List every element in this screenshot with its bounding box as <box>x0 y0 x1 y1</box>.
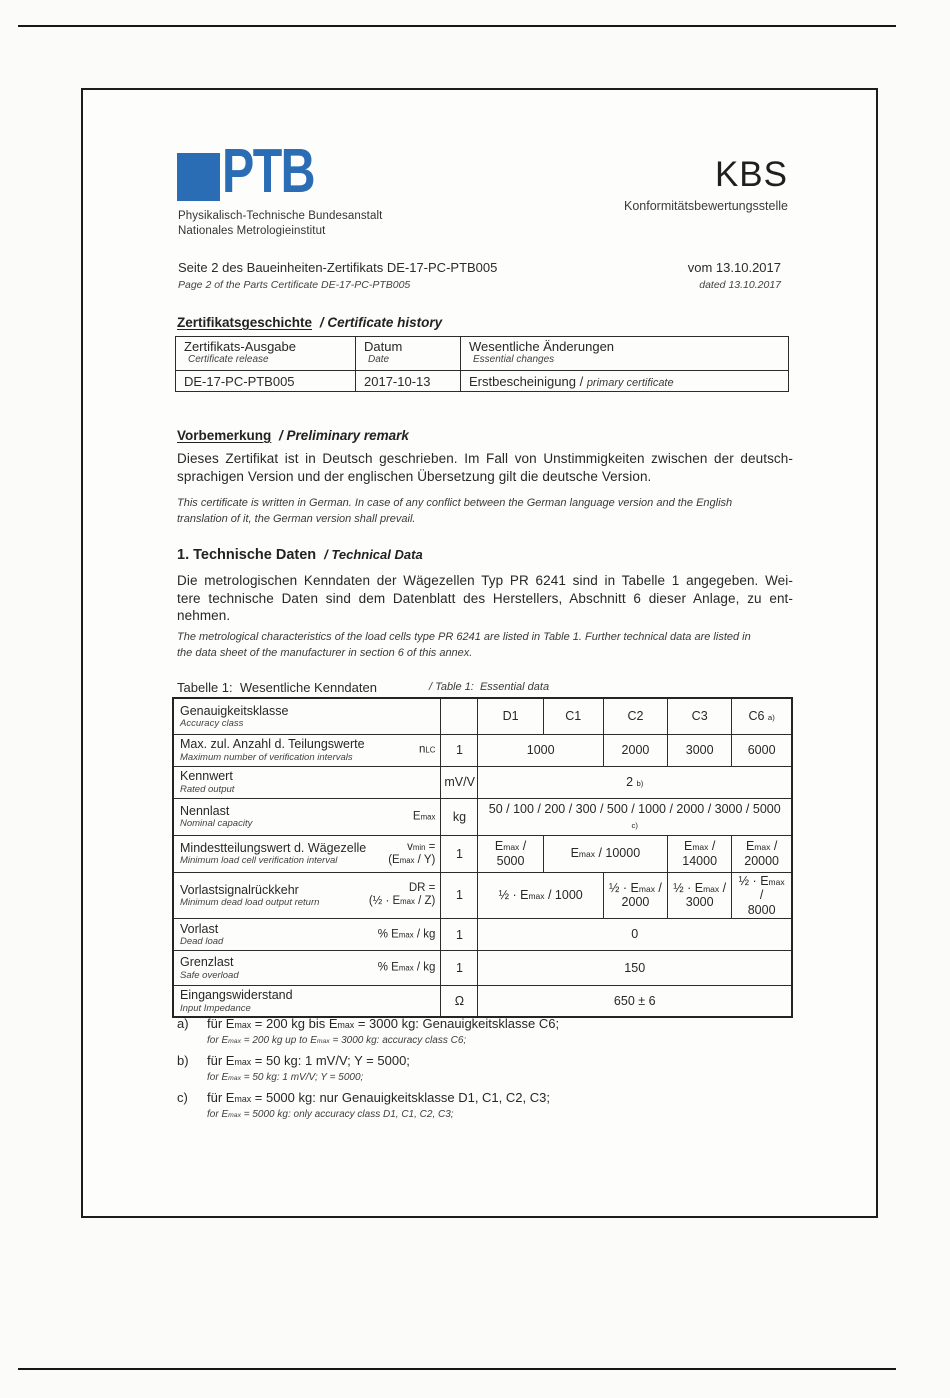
document-page-border <box>81 88 878 1218</box>
preliminary-heading-en: / Preliminary remark <box>279 428 409 443</box>
preliminary-paragraph-en: This certificate is written in German. In case of any conflict between the German language version and the English translation of it, the German version shall prevail. <box>177 497 733 525</box>
technical-heading-de: 1. Technische Daten <box>177 547 317 563</box>
table1-class-c1: C1 <box>543 698 603 734</box>
table1-row-input-impedance: Eingangswiderstand Input Impedance Ω 650 ± 6 <box>173 986 792 1017</box>
table1-label-safe-overload: Grenzlast Safe overload % $E_{max}$ / kg <box>173 951 441 986</box>
table1-row-dead-load: Vorlast Dead load % $E_{max}$ / kg 1 0 <box>173 919 792 951</box>
table1-row-nominal-capacity: Nennlast Nominal capacity $E_{max}$ kg 50 / 100 / 200 / 300 / 500 / 1000 / 2000 / 3000 / 5000 $^{c)}$ <box>173 798 792 835</box>
technical-paragraph-en: The metrological characteristics of the load cells type PR 6241 are listed in Table 1. Further technical data are listed in the data sheet of the manufacturer in section 6 of this annex. <box>177 631 751 659</box>
preliminary-heading <box>177 428 409 443</box>
symbol-percent-emax-kg2: % $E_{max}$ / kg <box>377 961 436 974</box>
footnote-a: a) für $E_{max} = 200$ kg bis $E_{max} = 3000$ kg: Genauigkeitsklasse C6; for $E_{max} = 200$ kg up to $E_{max} = 3000$ kg: accuracy class C6; <box>177 1016 560 1046</box>
top-rule <box>18 25 896 27</box>
table1-class-c3: C3 <box>668 698 732 734</box>
history-cell-date: 2017-10-13 <box>356 371 461 392</box>
table1-class-c2: C2 <box>603 698 667 734</box>
history-cell-change: Erstbescheinigung / primary certificate <box>461 371 789 392</box>
technical-heading-en: / Technical Data <box>324 547 423 562</box>
history-header-row <box>176 337 789 371</box>
footnote-b: b) für $E_{max} = 50$ kg: 1 mV/V; Y = 5000; for $E_{max} = 50$ kg: 1 mV/V; Y = 5000; <box>177 1053 410 1083</box>
table1-caption-en: / Table 1: Essential data <box>429 681 550 693</box>
history-header-date: Datum Date <box>356 337 461 371</box>
kbs-title: KBS <box>714 155 788 194</box>
history-cell-release: DE-17-PC-PTB005 <box>176 371 356 392</box>
table1-label-nlc: Max. zul. Anzahl d. Teilungswerte Maximum number of verification intervals $n_{LC}$ <box>173 734 441 766</box>
table1-label-accuracy: Genauigkeitsklasse Accuracy class <box>173 698 441 734</box>
technical-paragraph-de: Die metrologischen Kenndaten der Wägezellen Typ PR 6241 sind in Tabelle 1 angegeben. Wei- tere technische Daten sind dem Datenblatt des Herstellers, Abschnitt 6 dieser Anlage, zu ent- nehmen. <box>177 573 793 623</box>
symbol-percent-emax-kg: % $E_{max}$ / kg <box>377 928 436 940</box>
history-heading <box>177 315 442 330</box>
symbol-emax: $E_{max}$ <box>412 810 436 822</box>
symbol-vmin: $v_{min}$ = $(E_{max} / Y)$ <box>388 840 436 866</box>
ptb-logo-wordmark: PTB <box>222 137 315 206</box>
page-reference-de: Seite 2 des Baueinheiten-Zertifikats DE-17-PC-PTB005 <box>178 260 498 275</box>
table1-label-dead-load: Vorlast Dead load % $E_{max}$ / kg <box>173 919 441 951</box>
table1-row-accuracy-class <box>173 698 792 734</box>
symbol-nlc: $n_{LC}$ <box>418 743 436 756</box>
date-block <box>603 260 781 291</box>
table1-unit-accuracy <box>441 698 478 734</box>
table1-row-dead-load-output-return: Vorlastsignalrückkehr Minimum dead load output return DR = (½ · $E_{max} / Z$) 1 ½ · $E_{max} / 1000$ ½ · $E_{max}$ / 2000 ½ · $E_{max}$ / 3000 ½ · $E_{max}$ / 8000 <box>173 872 792 919</box>
table1-label-input-impedance: Eingangswiderstand Input Impedance <box>173 986 441 1017</box>
org-name-line1: Physikalisch-Technische Bundesanstalt <box>178 210 383 222</box>
technical-heading <box>177 547 423 563</box>
table1-label-rated-output: Kennwert Rated output <box>173 766 441 798</box>
footnote-c: c) für $E_{max} = 5000$ kg: nur Genauigkeitsklasse D1, C1, C2, C3; for $E_{max} = 5000$ kg: only accuracy class D1, C1, C2, C3; <box>177 1090 550 1120</box>
table1-row-nlc: Max. zul. Anzahl d. Teilungswerte Maximum number of verification intervals $n_{LC}$ 1 1000 2000 3000 6000 <box>173 734 792 766</box>
page-reference-en: Page 2 of the Parts Certificate DE-17-PC-PTB005 <box>178 279 411 291</box>
history-data-row <box>176 371 789 392</box>
certificate-history-table <box>175 336 789 392</box>
bottom-rule <box>18 1368 896 1370</box>
date-de: vom 13.10.2017 <box>687 260 781 275</box>
table1-label-dr: Vorlastsignalrückkehr Minimum dead load output return DR = (½ · $E_{max} / Z$) <box>173 872 441 919</box>
symbol-dr: DR = (½ · $E_{max} / Z$) <box>368 882 436 908</box>
preliminary-heading-de: Vorbemerkung <box>177 428 272 443</box>
ptb-logo-square <box>177 153 220 201</box>
history-header-changes: Wesentliche Änderungen Essential changes <box>461 337 789 371</box>
org-name-line2: Nationales Metrologieinstitut <box>178 225 326 237</box>
kbs-subtitle: Konformitätsbewertungsstelle <box>624 199 788 213</box>
table1-class-c6: C6 $^{a)}$ <box>732 698 792 734</box>
page-reference-block <box>178 260 497 291</box>
table1-caption-de: Tabelle 1: Wesentliche Kenndaten <box>177 680 377 695</box>
kbs-block <box>503 156 788 213</box>
footnotes <box>177 1016 797 1127</box>
table1-label-vmin: Mindestteilungswert d. Wägezelle Minimum load cell verification interval $v_{min}$ = $(E_{max} / Y)$ <box>173 835 441 872</box>
table1-class-d1: D1 <box>478 698 543 734</box>
table1-row-rated-output: Kennwert Rated output mV/V 2 $^{b)}$ <box>173 766 792 798</box>
preliminary-paragraph-de: Dieses Zertifikat ist in Deutsch geschrieben. Im Fall von Unstimmigkeiten zwischen der deutsch- sprachigen Version und der englischen Übersetzung gilt die deutsche Version. <box>177 451 793 484</box>
history-header-release: Zertifikats-Ausgabe Certificate release <box>176 337 356 371</box>
table1-label-nominal-capacity: Nennlast Nominal capacity $E_{max}$ <box>173 798 441 835</box>
table1-row-safe-overload: Grenzlast Safe overload % $E_{max}$ / kg 1 150 <box>173 951 792 986</box>
table1-essential-data <box>172 697 793 1018</box>
table1-row-min-verification-interval: Mindestteilungswert d. Wägezelle Minimum load cell verification interval $v_{min}$ = $(E_{max} / Y)$ 1 $E_{max} / 5000$ $E_{max} / 10000$ $E_{max}$ / 14000 $E_{max}$ / 20000 <box>173 835 792 872</box>
history-heading-de: Zertifikatsgeschichte <box>177 315 313 330</box>
history-heading-en: / Certificate history <box>319 315 443 330</box>
date-en: dated 13.10.2017 <box>699 279 781 291</box>
